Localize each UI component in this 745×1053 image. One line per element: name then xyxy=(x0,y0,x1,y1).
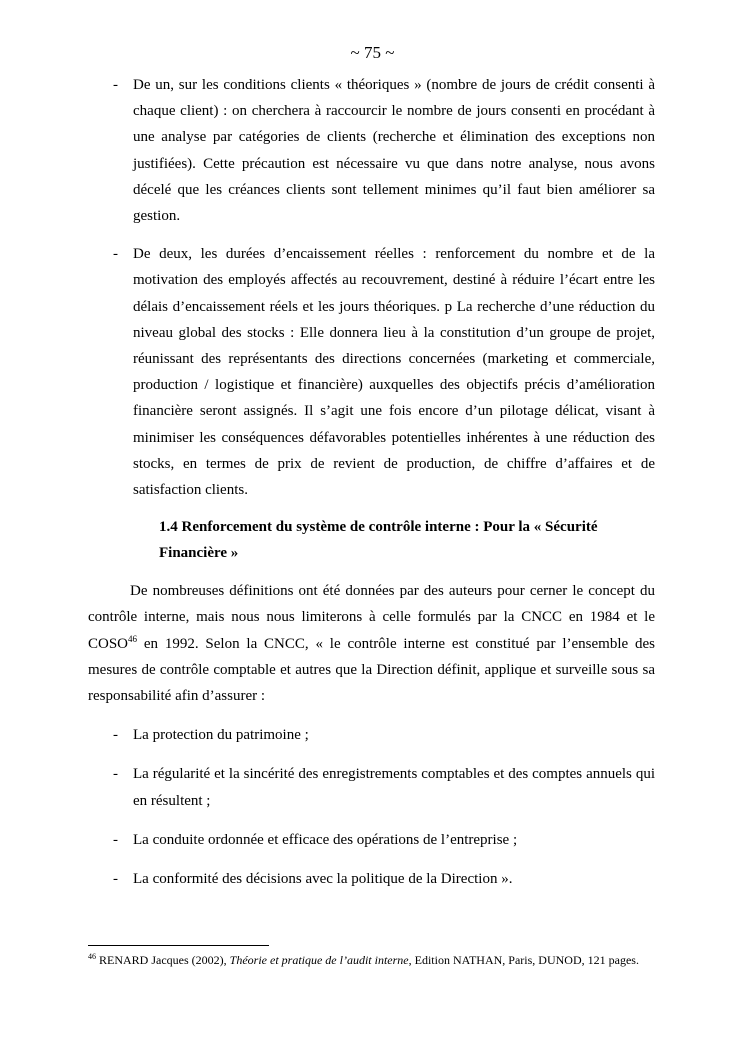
bullet-text: La conformité des décisions avec la politique de la Direction ». xyxy=(133,871,513,888)
bullet-dash: - xyxy=(113,727,118,744)
bullet-dash: - xyxy=(113,246,118,263)
bullet-item-collection-delays xyxy=(88,241,655,503)
bullet-item-conformite xyxy=(88,866,655,892)
bullet-text: La conduite ordonnée et efficace des opérations de l’entreprise ; xyxy=(133,831,518,848)
paragraph-text-part-2: en 1992. Selon la CNCC, « le contrôle interne est constitué par l’ensemble des mesures de contrôle comptable et autres que la Direction définit, applique et surveille sous sa responsabilité afin d’assurer : xyxy=(88,635,655,705)
footnote-title: Théorie et pratique de l’audit interne xyxy=(229,953,409,967)
bullet-item-regularite xyxy=(88,761,655,813)
page-content xyxy=(88,72,655,892)
footnote-publisher: , Edition NATHAN, Paris, DUNOD, 121 pages. xyxy=(408,953,639,967)
bullet-text: La protection du patrimoine ; xyxy=(133,727,309,744)
footnote-reference: 46 xyxy=(128,633,138,644)
body-paragraph xyxy=(88,578,655,709)
bullet-dash: - xyxy=(113,831,118,848)
section-heading-line-2: Financière » xyxy=(159,545,239,562)
section-heading xyxy=(159,514,655,566)
bullet-text: De deux, les durées d’encaissement réelles : renforcement du nombre et de la motivation des employés affectés au recouvrement, destiné à réduire l’écart entre les délais d’encaissement réels et les jours théoriques. p La recherche d’une réduction du niveau global des stocks : Elle donnera lieu à la constitution d’un groupe de projet, réunissant des représentants des directions concernées (marketing et commerciale, production / logistique et financière) auxquelles des objectifs précis d’amélioration financière seront assignés. Il s’agit une fois encore d’un pilotage délicat, visant à minimiser les conséquences défavorables potentielles inhérentes à une réduction des stocks, en termes de prix de revient de production, de chiffre d’affaires et de satisfaction clients. xyxy=(133,246,655,499)
footnote-separator xyxy=(88,945,269,946)
bullet-dash: - xyxy=(113,77,118,93)
bullet-item-credit-days xyxy=(88,72,655,229)
bullet-text: La régularité et la sincérité des enregistrements comptables et des comptes annuels qui en résultent ; xyxy=(133,766,655,809)
bullet-item-patrimoine xyxy=(88,722,655,748)
footnote xyxy=(88,952,655,969)
bullet-text: De un, sur les conditions clients « théoriques » (nombre de jours de crédit consenti à chaque client) : on cherchera à raccourcir le nombre de jours consenti en procédant à une analyse par catégories de clients (recherche et élimination des exceptions non justifiées). Cette précaution est nécessaire vu que dans notre analyse, nous avons décelé que les créances clients sont tellement minimes qu’il faut bien améliorer sa gestion. xyxy=(133,77,655,225)
footnote-number: 46 xyxy=(88,952,96,961)
bullet-dash: - xyxy=(113,766,118,783)
footnote-author: RENARD Jacques (2002), xyxy=(96,953,230,967)
bullet-dash: - xyxy=(113,871,118,888)
bullet-item-conduite xyxy=(88,827,655,853)
paragraph-text-part-1: De nombreuses définitions ont été données par des auteurs pour cerner le concept du contrôle interne, mais nous nous limiterons à celle formulés par la CNCC en 1984 et le COSO xyxy=(88,583,655,652)
page-number: ~ 75 ~ xyxy=(350,43,395,62)
section-heading-line-1: 1.4 Renforcement du système de contrôle interne : Pour la « Sécurité xyxy=(159,519,598,536)
